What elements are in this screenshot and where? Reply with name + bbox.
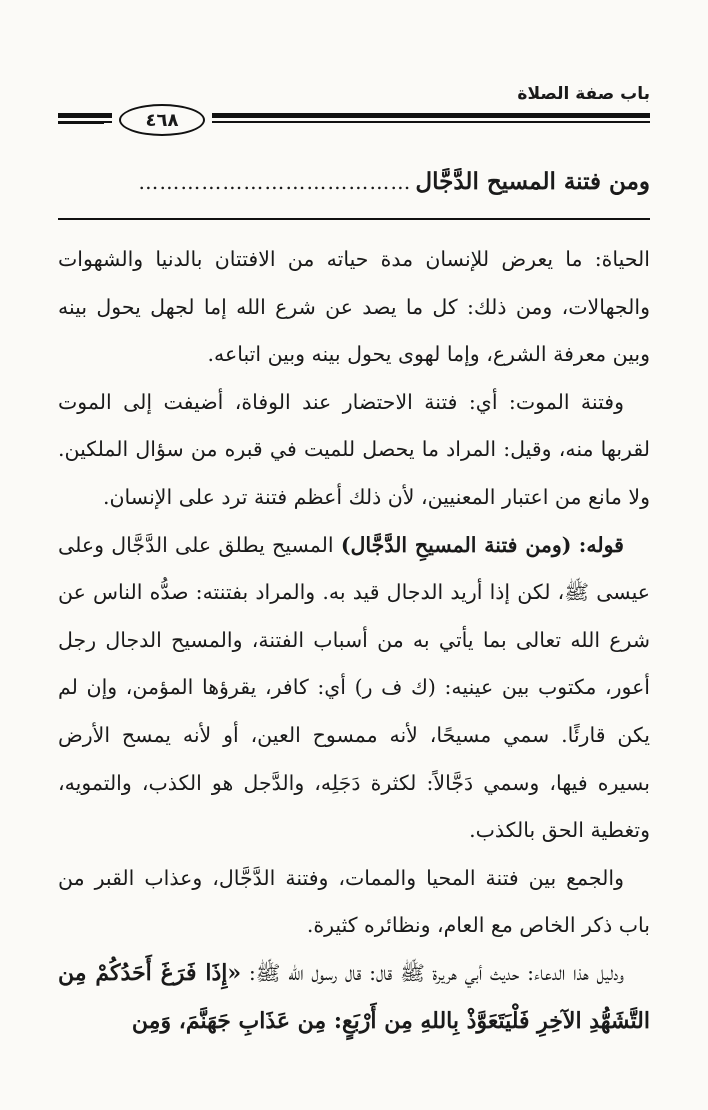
- heading-rule: [58, 218, 650, 220]
- evidence-intro: ودليل هذا الدعاء: حديث أبي هريرة ﷺ قال: قال رسول الله ﷺ:: [241, 960, 625, 985]
- section-heading-text: ومن فتنة المسيحِ الدَّجَّال: [415, 168, 650, 195]
- paragraph-dajjal: [58, 522, 650, 855]
- paragraph-death-trial: وفتنة الموت: أي: فتنة الاحتضار عند الوفاة، أضيفت إلى الموت لقربها منه، وقيل: المراد ما يحصل للميت في قبره من سؤال الملكين. ولا مانع من اعتبار المعنيين، لأن ذلك أعظم فتنة ترد على الإنسان.: [58, 389, 650, 509]
- paragraph-combination: والجمع بين فتنة المحيا والممات، وفتنة الدَّجَّال، وعذاب القبر من باب ذكر الخاص مع العام، ونظائره كثيرة.: [58, 865, 650, 938]
- dajjal-explanation: المسيح يطلق على الدَّجَّال وعلى عيسى ﷺ، لكن إذا أريد الدجال قيد به. والمراد بفتنته: صدُّه الناس عن شرع الله تعالى بما يأتي به من أسباب الفتنة، والمسيح الدجال رجل أعور، مكتوب بين عينيه: (ك ف ر) أي: كافر، يقرؤها المؤمن، وإن لم يكن قارئًا. سمي مسيحًا، لأنه ممسوح العين، أو لأنه يمسح الأرض بسيره فيها، وسمي دَجَّالاً: لكثرة دَجَلِه، والدَّجل هو الكذب، والتمويه، وتغطية الحق بالكذب.: [58, 532, 650, 843]
- paragraph-evidence: [58, 950, 650, 1045]
- body-text: [58, 236, 650, 1045]
- quoted-phrase: (ومن فتنة المسيحِ الدَّجَّال): [340, 532, 572, 557]
- section-heading: [58, 168, 650, 195]
- chapter-title: باب صفة الصلاة: [517, 84, 650, 104]
- hadith-text: «إِذَا فَرَغَ أَحَدُكُمْ مِن التَّشَهُّدِ الآخِرِ فَلْيَتَعَوَّذْ بِاللهِ مِن أَرْبَعٍ: مِن عَذَابِ جَهَنَّمَ، وَمِن: [58, 959, 650, 1034]
- header-rule-left-thin: [58, 121, 104, 124]
- page-number: ٤٦٨: [119, 104, 205, 136]
- paragraph-life-trials: الحياة: ما يعرض للإنسان مدة حياته من الافتتان بالدنيا والشهوات والجهالات، ومن ذلك: كل ما يصد عن شرع الله إما لجهل يحول بينه وبين معرفة الشرع، وإما لهوى يحول بينه وبين اتباعه.: [58, 247, 650, 367]
- section-heading-dots: …………………………………: [138, 170, 412, 194]
- header-rule-left-thick: [58, 113, 104, 117]
- quote-label: قوله:: [578, 532, 624, 557]
- page-number-frame: [112, 100, 212, 140]
